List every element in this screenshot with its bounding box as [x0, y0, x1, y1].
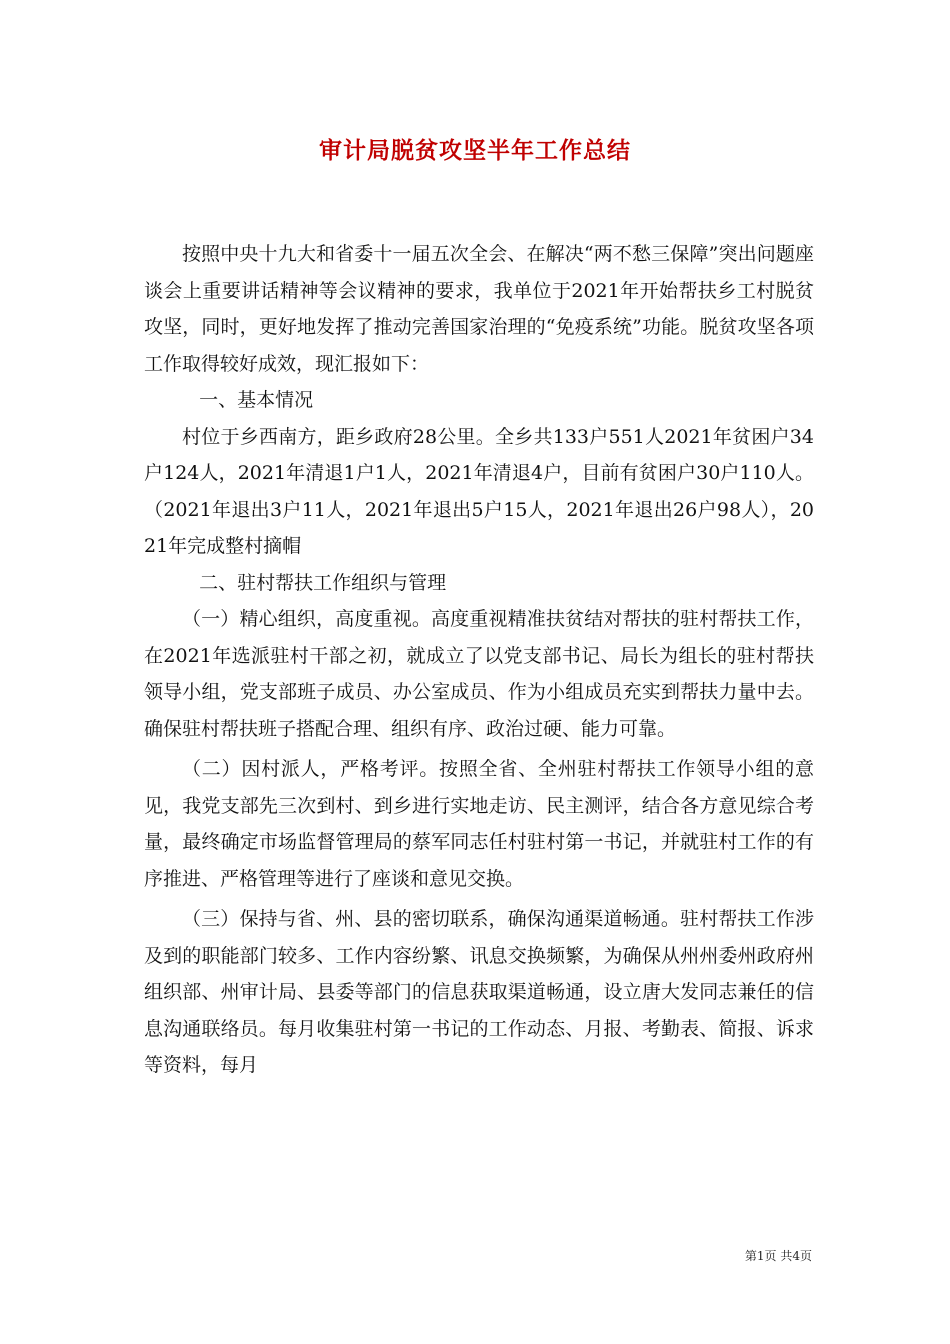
- paragraph-basic-info: 村位于乡西南方，距乡政府28公里。全乡共133户551人2021年贫困户34户124人，2021年清退1户1人，2021年清退4户，目前有贫困户30户110人。（2021年退出3户11人，2021年退出5户15人，2021年退出26户98人），2021年完成整村摘帽: [144, 425, 814, 557]
- paragraph-item-2: （二）因村派人，严格考评。按照全省、全州驻村帮扶工作领导小组的意见，我党支部先三次到村、到乡进行实地走访、民主测评，结合各方意见综合考量，最终确定市场监督管理局的蔡军同志任村驻村第一书记，并就驻村工作的有序推进、严格管理等进行了座谈和意见交换。: [144, 758, 814, 890]
- paragraph-item-1: （一）精心组织，高度重视。高度重视精准扶贫结对帮扶的驻村帮扶工作，在2021年选派驻村干部之初，就成立了以党支部书记、局长为组长的驻村帮扶领导小组，党支部班子成员、办公室成员、作为小组成员充实到帮扶力量中去。确保驻村帮扶班子搭配合理、组织有序、政治过硬、能力可靠。: [144, 608, 814, 740]
- section-heading-basic: 一、基本情况: [199, 389, 314, 411]
- paragraph-intro: 按照中央十九大和省委十一届五次全会、在解决“两不愁三保障”突出问题座谈会上重要讲话精神等会议精神的要求，我单位于2021年开始帮扶乡工村脱贫攻坚，同时，更好地发挥了推动完善国家治理的“免疫系统”功能。脱贫攻坚各项工作取得较好成效，现汇报如下：: [144, 243, 814, 375]
- document-body: [144, 236, 814, 1084]
- section-heading-organization: 二、驻村帮扶工作组织与管理: [199, 571, 447, 594]
- paragraph-item-3: （三）保持与省、州、县的密切联系，确保沟通渠道畅通。驻村帮扶工作涉及到的职能部门较多、工作内容纷繁、讯息交换频繁，为确保从州州委州政府州组织部、州审计局、县委等部门的信息获取渠道畅通，设立唐大发同志兼任的信息沟通联络员。每月收集驻村第一书记的工作动态、月报、考勤表、简报、诉求等资料，每月: [144, 908, 814, 1076]
- page-number: 第1页 共4页: [744, 1249, 812, 1263]
- document-title: 审计局脱贫攻坚半年工作总结: [319, 137, 631, 164]
